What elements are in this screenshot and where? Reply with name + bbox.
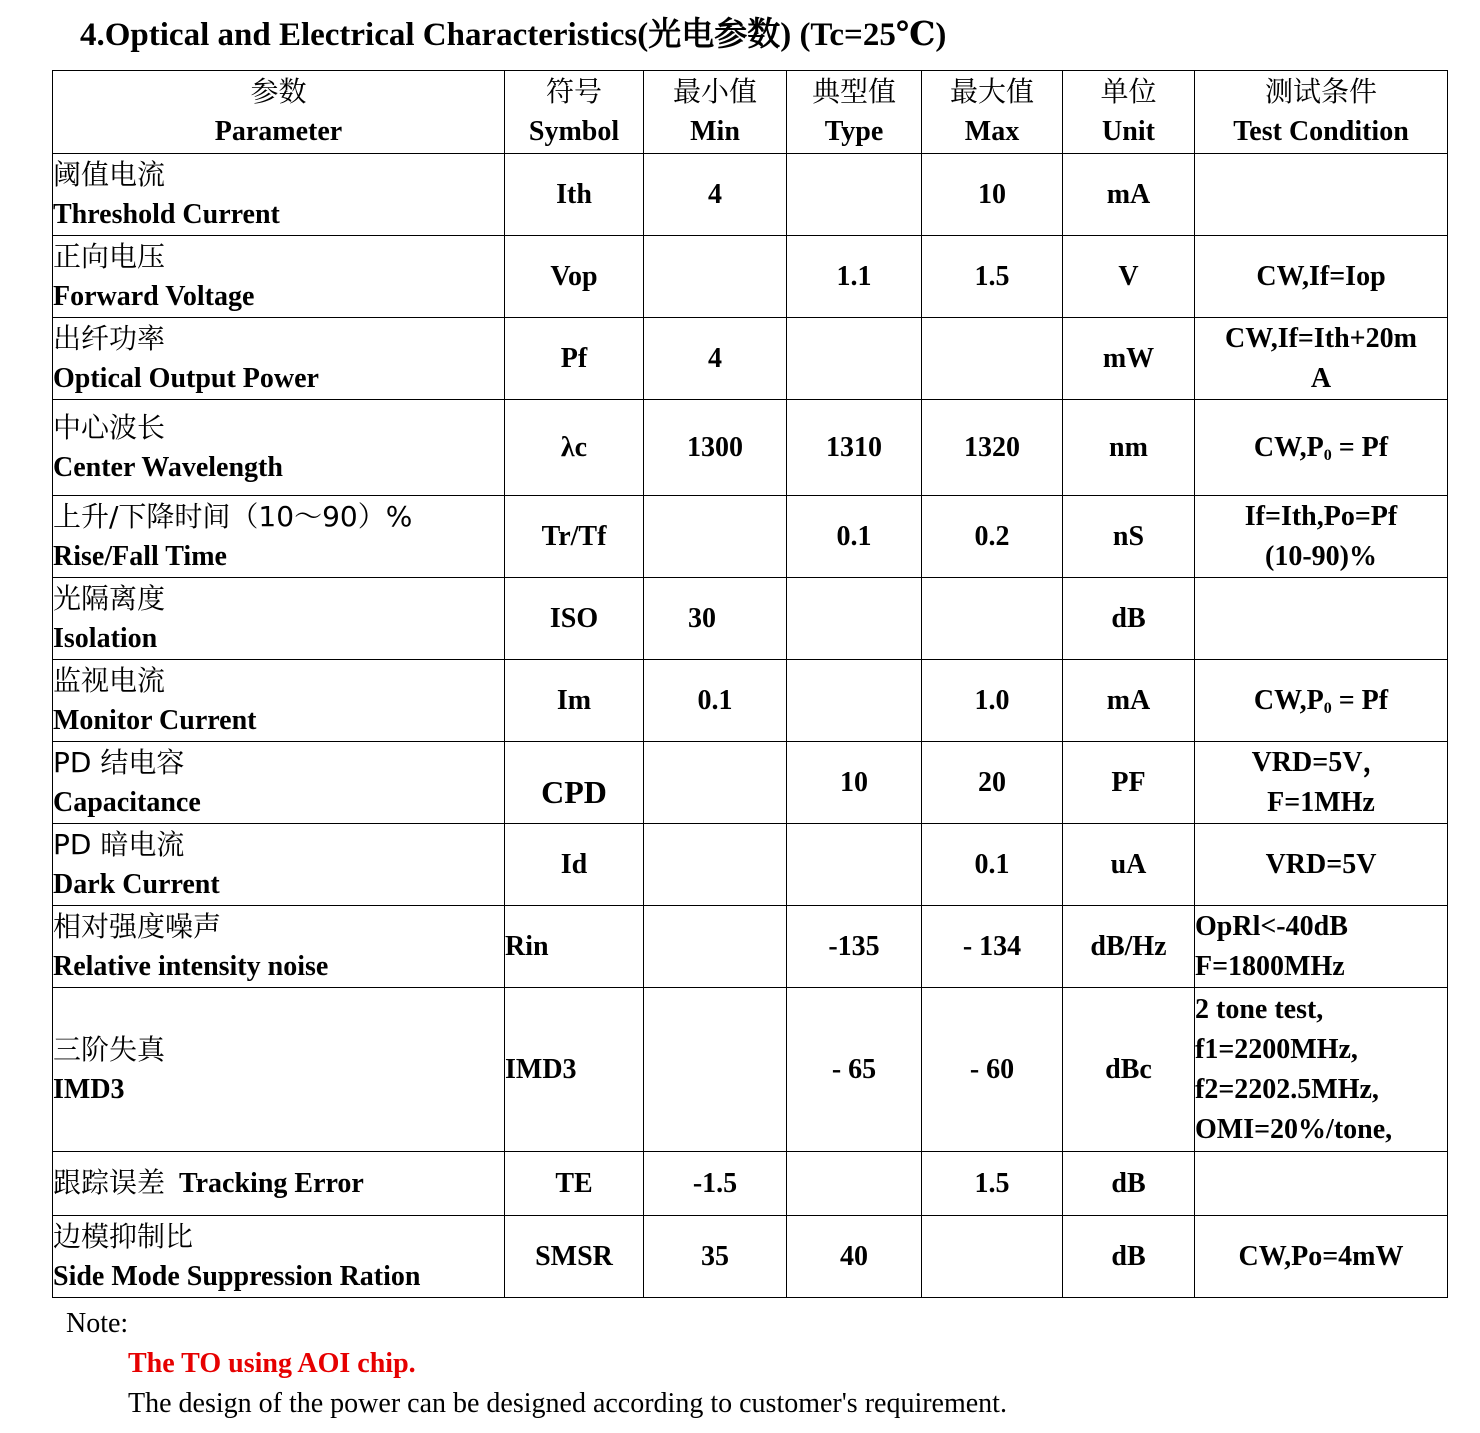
min-cell: 0.1 — [644, 660, 787, 742]
type-cell — [787, 578, 922, 660]
param-cell: PD 暗电流 Dark Current — [53, 824, 505, 906]
unit-cell: dB — [1063, 578, 1195, 660]
condition-cell: VRD=5V， F=1MHz — [1195, 742, 1448, 824]
param-cell: 出纤功率 Optical Output Power — [53, 318, 505, 400]
unit-cell: dB — [1063, 1216, 1195, 1298]
param-cell: 正向电压 Forward Voltage — [53, 236, 505, 318]
note-label: Note: — [66, 1308, 129, 1339]
condition-cell: VRD=5V — [1195, 824, 1448, 906]
min-cell: 30 — [644, 578, 787, 660]
min-cell — [644, 906, 787, 988]
condition-cell — [1195, 578, 1448, 660]
symbol-cell: IMD3 — [505, 988, 644, 1152]
min-cell — [644, 496, 787, 578]
symbol-cell: Id — [505, 824, 644, 906]
unit-cell: nm — [1063, 400, 1195, 496]
max-cell: 1320 — [922, 400, 1063, 496]
min-cell: 35 — [644, 1216, 787, 1298]
symbol-cell: Tr/Tf — [505, 496, 644, 578]
condition-cell: CW,Po=4mW — [1195, 1216, 1448, 1298]
max-cell: 10 — [922, 154, 1063, 236]
min-cell — [644, 824, 787, 906]
min-cell: 4 — [644, 154, 787, 236]
note-highlight: The TO using AOI chip. — [128, 1348, 416, 1379]
condition-cell: $CW,P_0 = Pf$ — [1195, 660, 1448, 742]
max-cell: 0.2 — [922, 496, 1063, 578]
unit-cell: mA — [1063, 154, 1195, 236]
type-cell — [787, 154, 922, 236]
table-row — [53, 988, 1448, 1152]
symbol-cell: ISO — [505, 578, 644, 660]
symbol-cell: Ith — [505, 154, 644, 236]
max-cell — [922, 1216, 1063, 1298]
table-row — [53, 578, 1448, 660]
table-row — [53, 1152, 1448, 1216]
min-cell: -1.5 — [644, 1152, 787, 1216]
type-cell: 40 — [787, 1216, 922, 1298]
table-row — [53, 318, 1448, 400]
unit-cell: dBc — [1063, 988, 1195, 1152]
header-parameter: 参数 Parameter — [53, 71, 505, 154]
table-row — [53, 660, 1448, 742]
unit-cell: mW — [1063, 318, 1195, 400]
min-cell — [644, 742, 787, 824]
notes-section — [66, 1304, 1007, 1424]
min-cell — [644, 988, 787, 1152]
param-cell: 边模抑制比 Side Mode Suppression Ration — [53, 1216, 505, 1298]
symbol-cell: Im — [505, 660, 644, 742]
table-row — [53, 824, 1448, 906]
type-cell: -135 — [787, 906, 922, 988]
param-cell: 跟踪误差 Tracking Error — [53, 1152, 505, 1216]
table-row — [53, 906, 1448, 988]
header-max: 最大值 Max — [922, 71, 1063, 154]
condition-cell — [1195, 1152, 1448, 1216]
table-row — [53, 400, 1448, 496]
header-unit: 单位 Unit — [1063, 71, 1195, 154]
header-type: 典型值 Type — [787, 71, 922, 154]
param-cell: 监视电流 Monitor Current — [53, 660, 505, 742]
max-cell — [922, 318, 1063, 400]
table-header-row — [53, 71, 1448, 154]
symbol-cell: CPD — [505, 742, 644, 824]
unit-cell: dB — [1063, 1152, 1195, 1216]
param-cell: PD 结电容 Capacitance — [53, 742, 505, 824]
symbol-cell: Rin — [505, 906, 644, 988]
type-cell — [787, 824, 922, 906]
param-cell: 相对强度噪声 Relative intensity noise — [53, 906, 505, 988]
param-cell: 三阶失真 IMD3 — [53, 988, 505, 1152]
unit-cell: nS — [1063, 496, 1195, 578]
condition-cell: 2 tone test, f1=2200MHz, f2=2202.5MHz, OMI=20%/tone, — [1195, 988, 1448, 1152]
condition-cell: CW,If=Iop — [1195, 236, 1448, 318]
max-cell: 1.0 — [922, 660, 1063, 742]
unit-cell: mA — [1063, 660, 1195, 742]
spec-table — [52, 70, 1448, 1298]
header-test-condition: 测试条件 Test Condition — [1195, 71, 1448, 154]
min-cell: 1300 — [644, 400, 787, 496]
symbol-cell: SMSR — [505, 1216, 644, 1298]
min-cell: 4 — [644, 318, 787, 400]
param-cell: 中心波长 Center Wavelength — [53, 400, 505, 496]
table-row — [53, 1216, 1448, 1298]
param-cell: 上升/下降时间（10～90）% Rise/Fall Time — [53, 496, 505, 578]
max-cell: - 134 — [922, 906, 1063, 988]
type-cell: 10 — [787, 742, 922, 824]
symbol-cell: Pf — [505, 318, 644, 400]
table-row — [53, 236, 1448, 318]
note-text: The design of the power can be designed according to customer's requirement. — [128, 1388, 1007, 1419]
type-cell — [787, 660, 922, 742]
table-row — [53, 742, 1448, 824]
unit-cell: uA — [1063, 824, 1195, 906]
header-symbol: 符号 Symbol — [505, 71, 644, 154]
max-cell: 20 — [922, 742, 1063, 824]
max-cell — [922, 578, 1063, 660]
condition-cell: OpRl<-40dB F=1800MHz — [1195, 906, 1448, 988]
condition-cell — [1195, 154, 1448, 236]
condition-cell: CW,If=Ith+20m A — [1195, 318, 1448, 400]
max-cell: - 60 — [922, 988, 1063, 1152]
type-cell — [787, 1152, 922, 1216]
unit-cell: V — [1063, 236, 1195, 318]
unit-cell: PF — [1063, 742, 1195, 824]
condition-cell: $CW,P_0 = Pf$ — [1195, 400, 1448, 496]
type-cell — [787, 318, 922, 400]
max-cell: 1.5 — [922, 236, 1063, 318]
symbol-cell: TE — [505, 1152, 644, 1216]
type-cell: - 65 — [787, 988, 922, 1152]
param-cell: 光隔离度 Isolation — [53, 578, 505, 660]
max-cell: 1.5 — [922, 1152, 1063, 1216]
min-cell — [644, 236, 787, 318]
unit-cell: dB/Hz — [1063, 906, 1195, 988]
header-min: 最小值 Min — [644, 71, 787, 154]
table-row — [53, 154, 1448, 236]
symbol-cell: λc — [505, 400, 644, 496]
max-cell: 0.1 — [922, 824, 1063, 906]
page-title: 4.Optical and Electrical Characteristics(光电参数) (Tc=25℃) — [80, 17, 947, 53]
table-row — [53, 496, 1448, 578]
condition-cell: If=Ith,Po=Pf (10-90)% — [1195, 496, 1448, 578]
param-cell: 阈值电流 Threshold Current — [53, 154, 505, 236]
type-cell: 0.1 — [787, 496, 922, 578]
type-cell: 1.1 — [787, 236, 922, 318]
type-cell: 1310 — [787, 400, 922, 496]
symbol-cell: Vop — [505, 236, 644, 318]
